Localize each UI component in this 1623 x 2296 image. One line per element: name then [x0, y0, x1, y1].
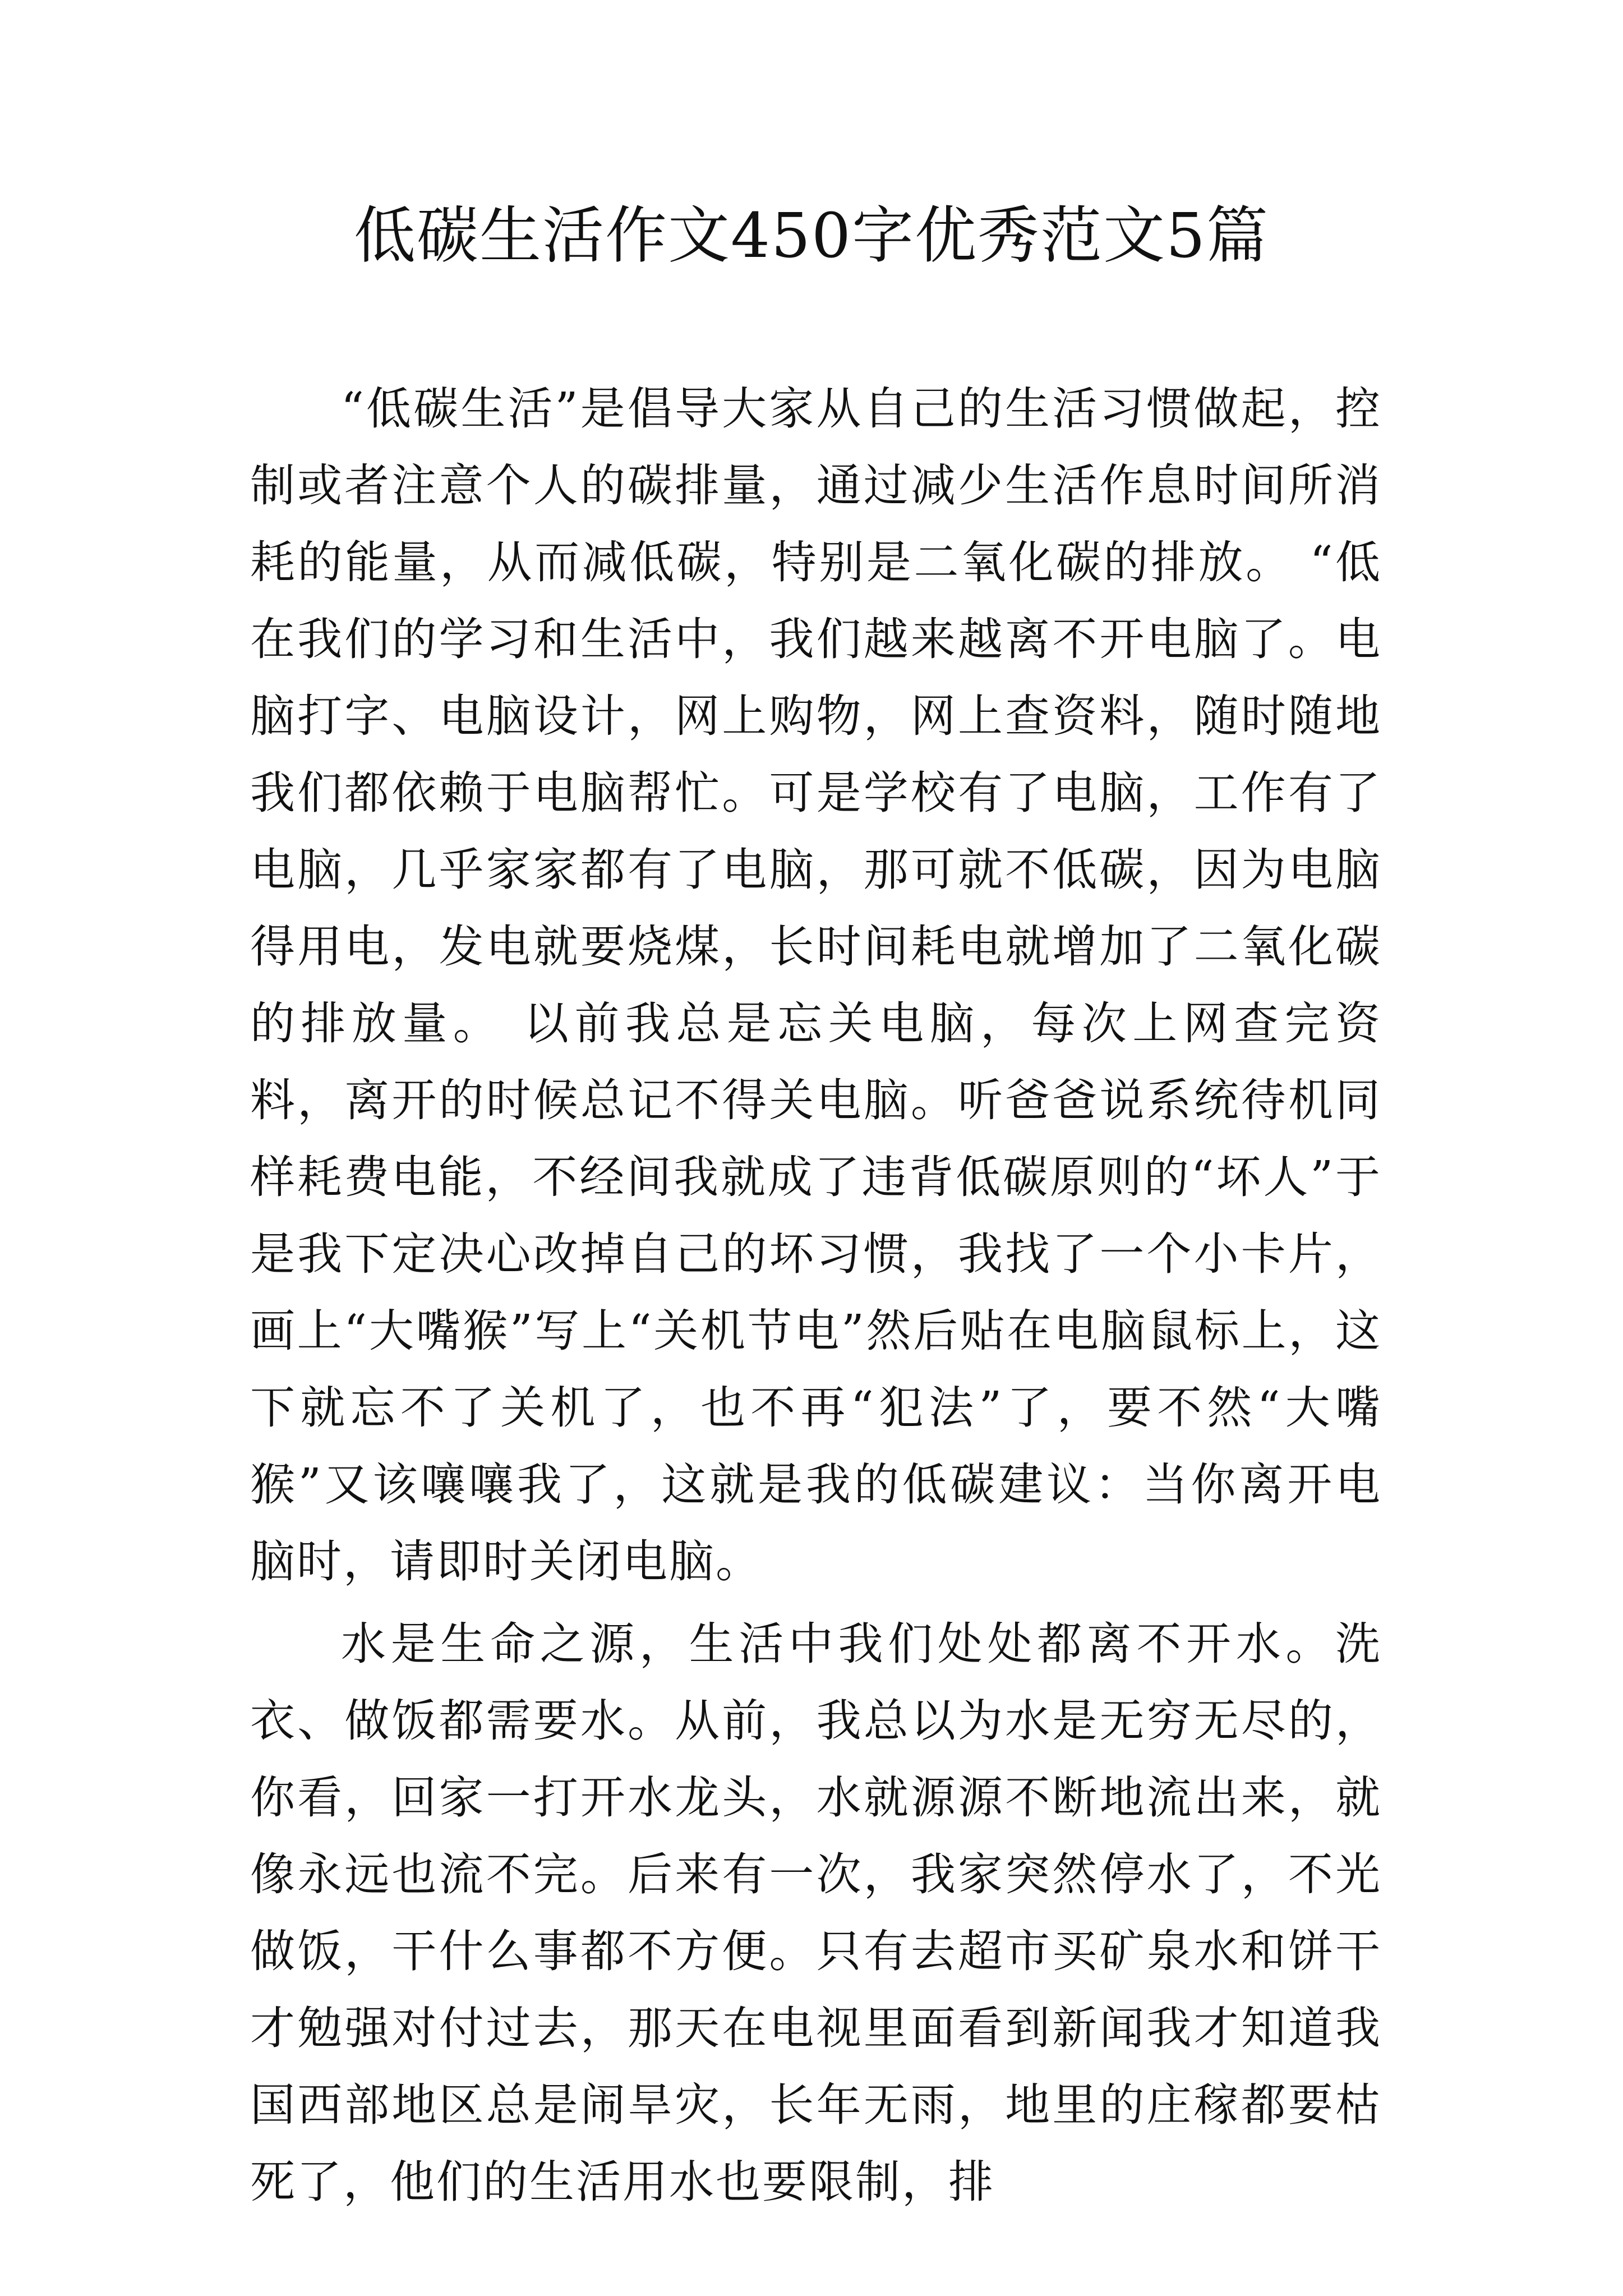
document-body	[250, 370, 1382, 2226]
paragraph-2: 水是生命之源，生活中我们处处都离不开水。洗衣、做饭都需要水。从前，我总以为水是无穷无尽的，你看，回家一打开水龙头，水就源源不断地流出来，就像永远也流不完。后来有一次，我家突然停水了，不光做饭，干什么事都不方便。只有去超市买矿泉水和饼干才勉强对付过去，那天在电视里面看到新闻我才知道我国西部地区总是闹旱灾，长年无雨，地里的庄稼都要枯死了，他们的生活用水也要限制，排	[250, 1618, 1382, 2208]
paragraph-1: “低碳生活”是倡导大家从自己的生活习惯做起，控制或者注意个人的碳排量，通过减少生活作息时间所消耗的能量，从而减低碳，特别是二氧化碳的排放。 “低 在我们的学习和生活中，我们越来越离不开电脑了。电脑打字、电脑设计，网上购物，网上查资料，随时随地我们都依赖于电脑帮忙。可是学校有了电脑，工作有了电脑，几乎家家都有了电脑，那可就不低碳，因为电脑得用电，发电就要烧煤，长时间耗电就增加了二氧化碳的排放量。 以前我总是忘关电脑，每次上网查完资料，离开的时候总记不得关电脑。听爸爸说系统待机同样耗费电能，不经间我就成了违背低碳原则的“坏人”于是我下定决心改掉自己的坏习惯，我找了一个小卡片，画上“大嘴猴”写上“关机节电”然后贴在电脑鼠标上，这下就忘不了关机了，也不再“犯法”了，要不然“大嘴猴”又该嚷嚷我了，这就是我的低碳建议：当你离开电脑时，请即时关闭电脑。	[250, 383, 1382, 1588]
document-title: 低碳生活作文450字优秀范文5篇	[354, 200, 1269, 272]
